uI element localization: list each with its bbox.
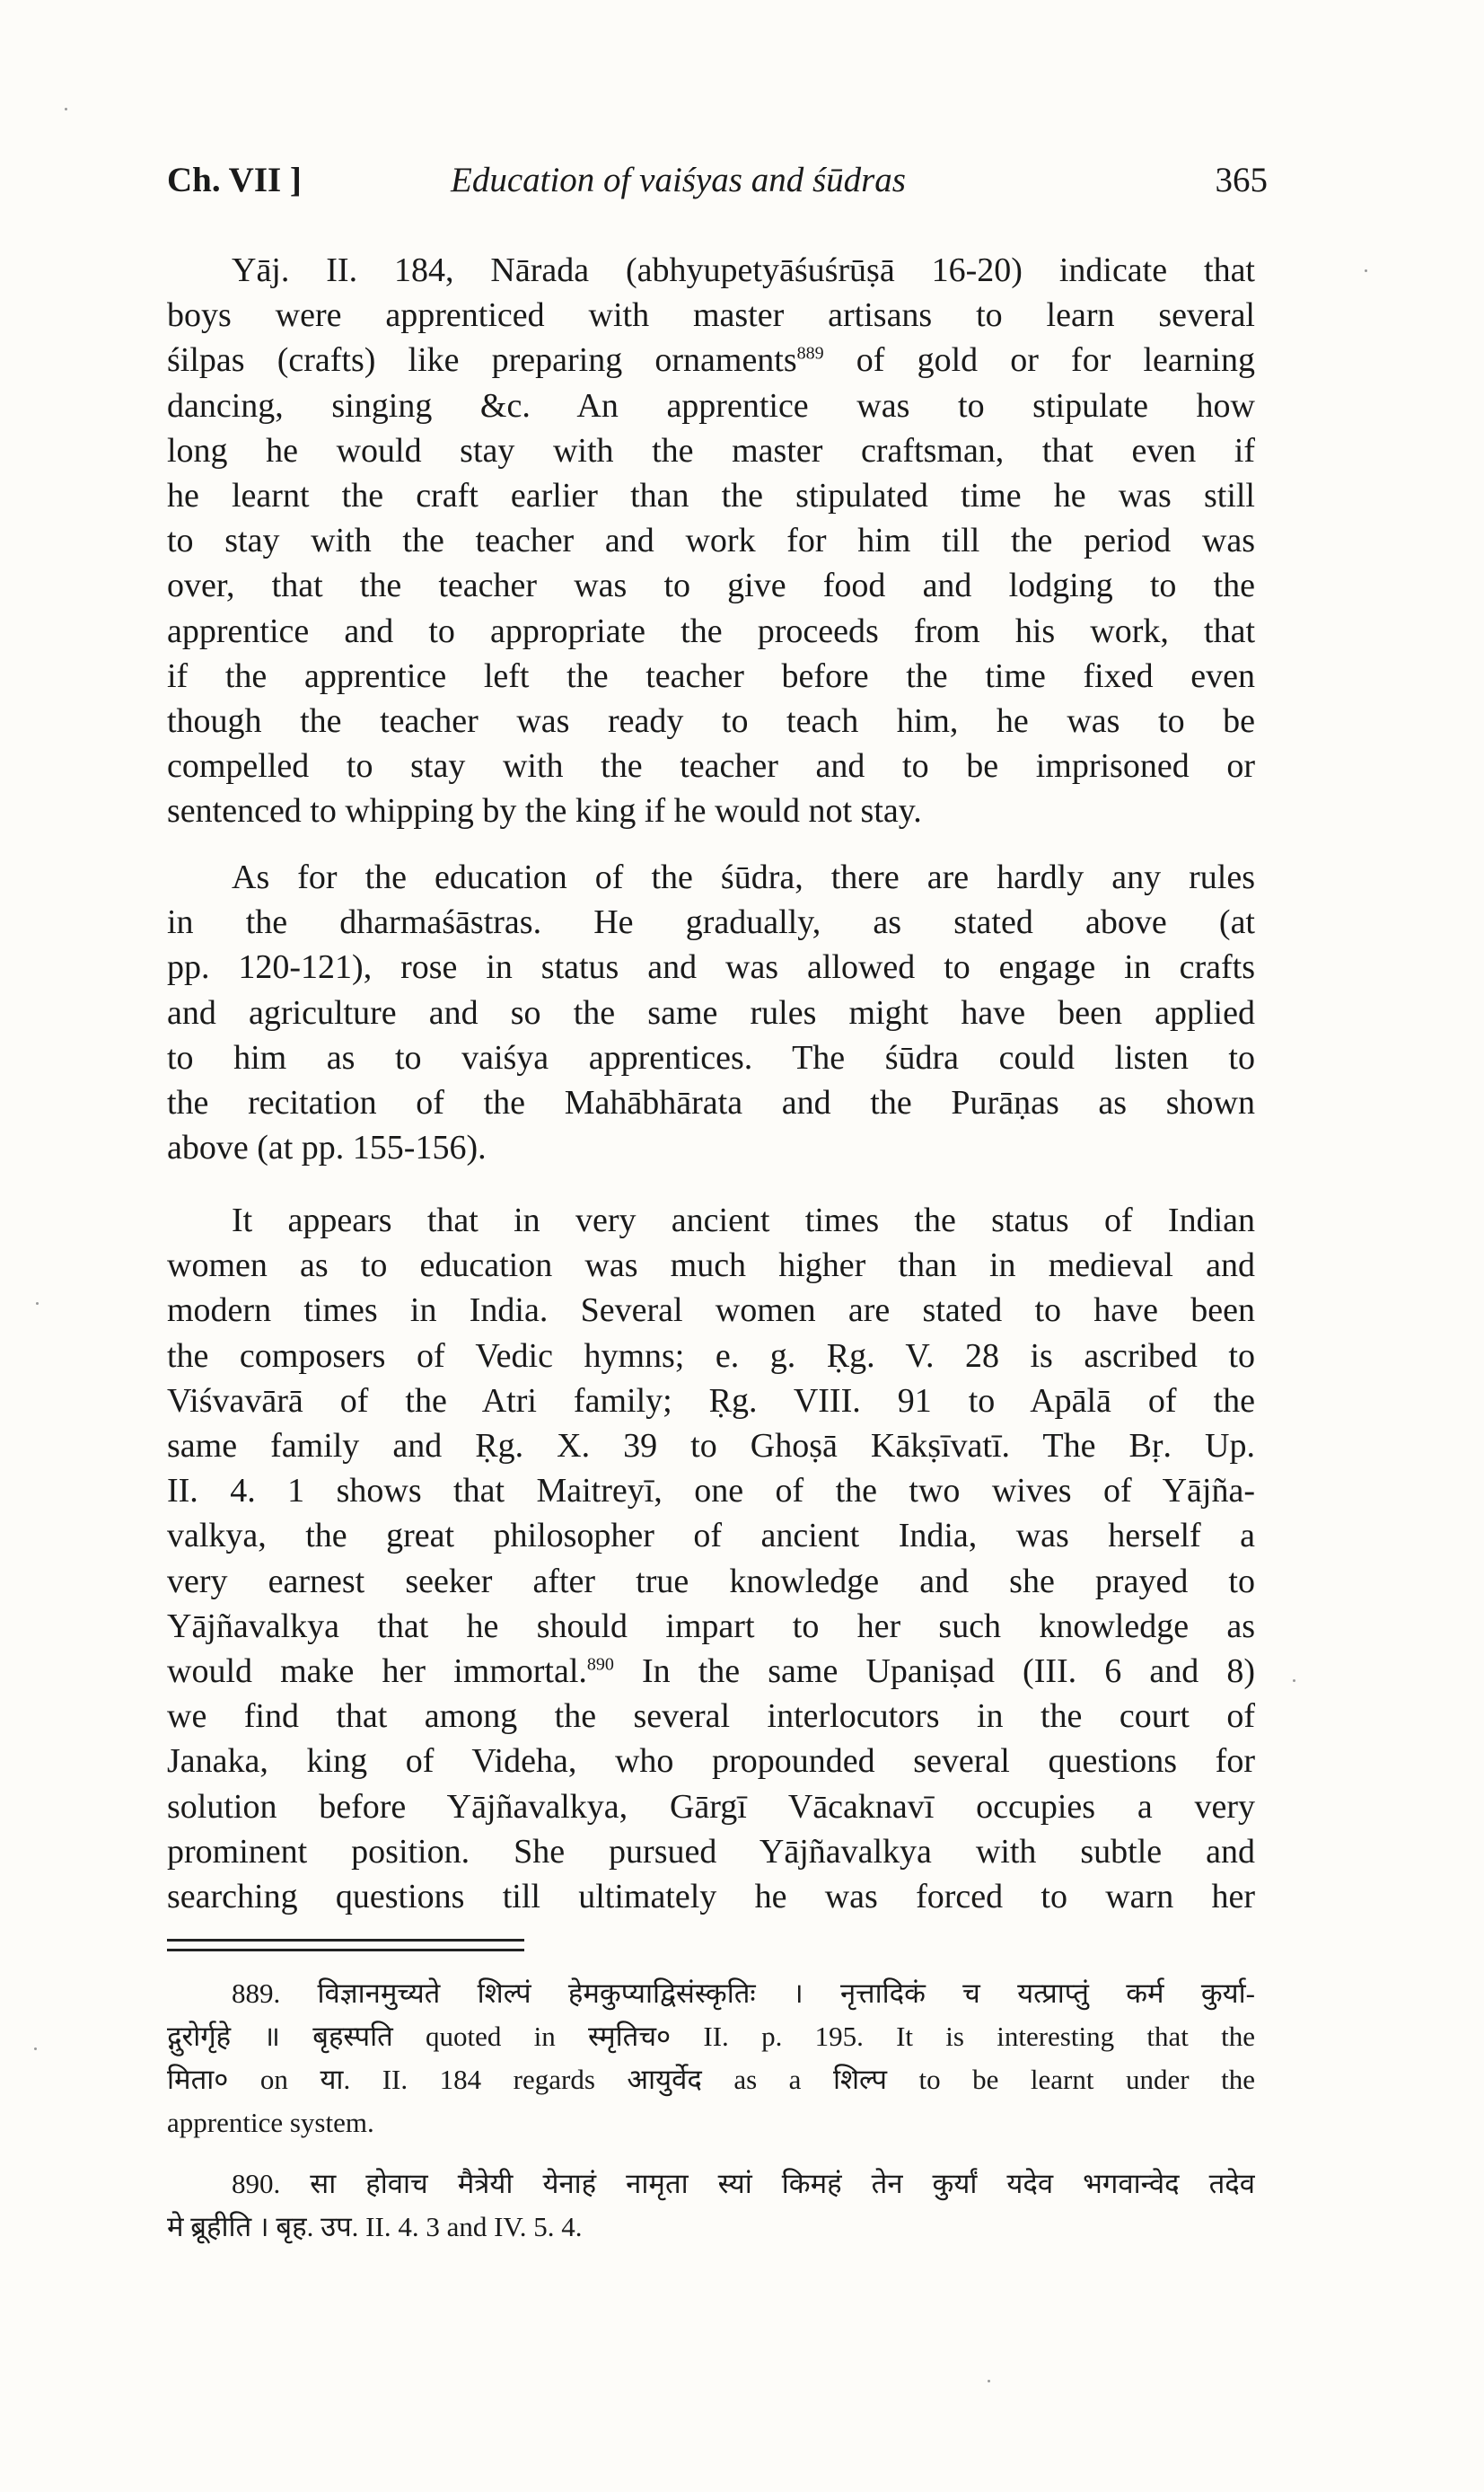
footnote-marker-889: 889 [796, 343, 824, 364]
text-line: we find that among the several interlocutors in the court of [167, 1697, 1255, 1736]
text-line: boys were apprenticed with master artisans to learn several [167, 296, 1255, 335]
text-line: the recitation of the Mahābhārata and the Purāṇas as shown [167, 1084, 1255, 1123]
footnote-line: 889. विज्ञानमुच्यते शिल्पं हेमकुप्याद्विसंस्कृतिः । नृत्तादिकं च यत्प्राप्तुं कर्म कुर्या- [232, 1977, 1255, 2009]
text-line: valkya, the great philosopher of ancient India, was herself a [167, 1517, 1255, 1555]
running-title: Education of vaiśyas and śūdras [451, 161, 906, 199]
text-line: in the dharmaśāstras. He gradually, as stated above (at [167, 903, 1255, 942]
footnote-889 [167, 1972, 1255, 2144]
text-line: compelled to stay with the teacher and to be imprisoned or [167, 747, 1255, 786]
footnote-890 [167, 2162, 1255, 2249]
text-line: apprentice and to appropriate the proceeds from his work, that [167, 612, 1255, 650]
text-line: to him as to vaiśya apprentices. The śūdra could listen to [167, 1038, 1255, 1077]
text-line: long he would stay with the master craftsman, that even if [167, 431, 1255, 470]
text-line: to stay with the teacher and work for him till the period was [167, 522, 1255, 560]
scan-speck [1293, 1679, 1295, 1682]
text-line: modern times in India. Several women are stated to have been [167, 1291, 1255, 1330]
scan-speck [1365, 269, 1367, 272]
paragraph-apprentices [167, 248, 1255, 834]
footnote-line: मिता० on या. II. 184 regards आयुर्वेद as a शिल्प to be learnt under the [167, 2064, 1255, 2095]
text-segment: would make her immortal. [167, 1652, 587, 1691]
text-line: Viśvavārā of the Atri family; Ṛg. VIII. 91 to Apālā of the [167, 1381, 1255, 1420]
text-line: Yāj. II. 184, Nārada (abhyupetyāśuśrūṣā 16-20) indicate that [232, 251, 1255, 289]
footnote-divider [167, 1939, 524, 1942]
text-line: sentenced to whipping by the king if he would not stay. [167, 792, 922, 831]
text-line: same family and Ṛg. X. 39 to Ghoṣā Kākṣīvatī. The Bṛ. Up. [167, 1427, 1255, 1466]
scan-speck [988, 2380, 990, 2382]
text-line: very earnest seeker after true knowledge and she prayed to [167, 1562, 1255, 1600]
footnote-marker-890: 890 [586, 1654, 614, 1675]
text-line: the composers of Vedic hymns; e. g. Ṛg. V. 28 is ascribed to [167, 1336, 1255, 1375]
text-line: As for the education of the śūdra, there are hardly any rules [232, 859, 1255, 896]
footnote-divider [167, 1949, 524, 1951]
running-header [167, 160, 1268, 214]
footnotes [167, 1972, 1255, 2267]
text-line: he learnt the craft earlier than the stipulated time he was still [167, 477, 1255, 515]
text-line: prominent position. She pursued Yājñavalkya with subtle and [167, 1832, 1255, 1871]
text-line: dancing, singing &c. An apprentice was to stipulate how [167, 386, 1255, 425]
scan-speck [65, 108, 67, 110]
text-line: though the teacher was ready to teach him, he was to be [167, 702, 1255, 741]
page-number: 365 [1215, 161, 1268, 199]
text-line: searching questions till ultimately he was forced to warn her [167, 1878, 1255, 1916]
text-line: above (at pp. 155-156). [167, 1129, 487, 1167]
text-line: solution before Yājñavalkya, Gārgī Vācaknavī occupies a very [167, 1787, 1255, 1826]
text-segment: In the same Upaniṣad (III. 6 and 8) [613, 1652, 1255, 1691]
text-segment: śilpas (crafts) like preparing ornaments [167, 341, 797, 380]
footnote-line: apprentice system. [167, 2107, 374, 2138]
text-line [167, 1649, 1255, 1694]
paragraph-sudra-education [167, 855, 1255, 1170]
text-line: over, that the teacher was to give food and lodging to the [167, 567, 1255, 605]
text-line: II. 4. 1 shows that Maitreyī, one of the two wives of Yājña- [167, 1472, 1255, 1510]
text-line: Yājñavalkya that he should impart to her such knowledge as [167, 1607, 1255, 1645]
text-line: pp. 120-121), rose in status and was allowed to engage in crafts [167, 948, 1255, 987]
footnote-line: मे ब्रूहीति । बृह. उप. II. 4. 3 and IV. 5. 4. [167, 2211, 583, 2242]
text-line: women as to education was much higher than in medieval and [167, 1246, 1255, 1285]
scan-speck [34, 2047, 37, 2050]
footnote-line: द्गुरोर्गृहे ॥ बृहस्पति quoted in स्मृतिच० II. p. 195. It is interesting that the [167, 2021, 1255, 2052]
paragraph-women-education [167, 1198, 1255, 1919]
text-segment: of gold or for learning [823, 341, 1255, 380]
text-line: if the apprentice left the teacher before the time fixed even [167, 656, 1255, 695]
text-line: It appears that in very ancient times the status of Indian [232, 1202, 1255, 1239]
text-line: and agriculture and so the same rules might have been applied [167, 993, 1255, 1032]
footnote-line: 890. सा होवाच मैत्रेयी येनाहं नामृता स्यां किमहं तेन कुर्यां यदेव भगवान्वेद तदेव [232, 2168, 1255, 2199]
text-line [167, 338, 1255, 383]
scan-speck [36, 1302, 39, 1305]
text-line: Janaka, king of Videha, who propounded several questions for [167, 1742, 1255, 1781]
chapter-label: Ch. VII ] [167, 161, 302, 199]
